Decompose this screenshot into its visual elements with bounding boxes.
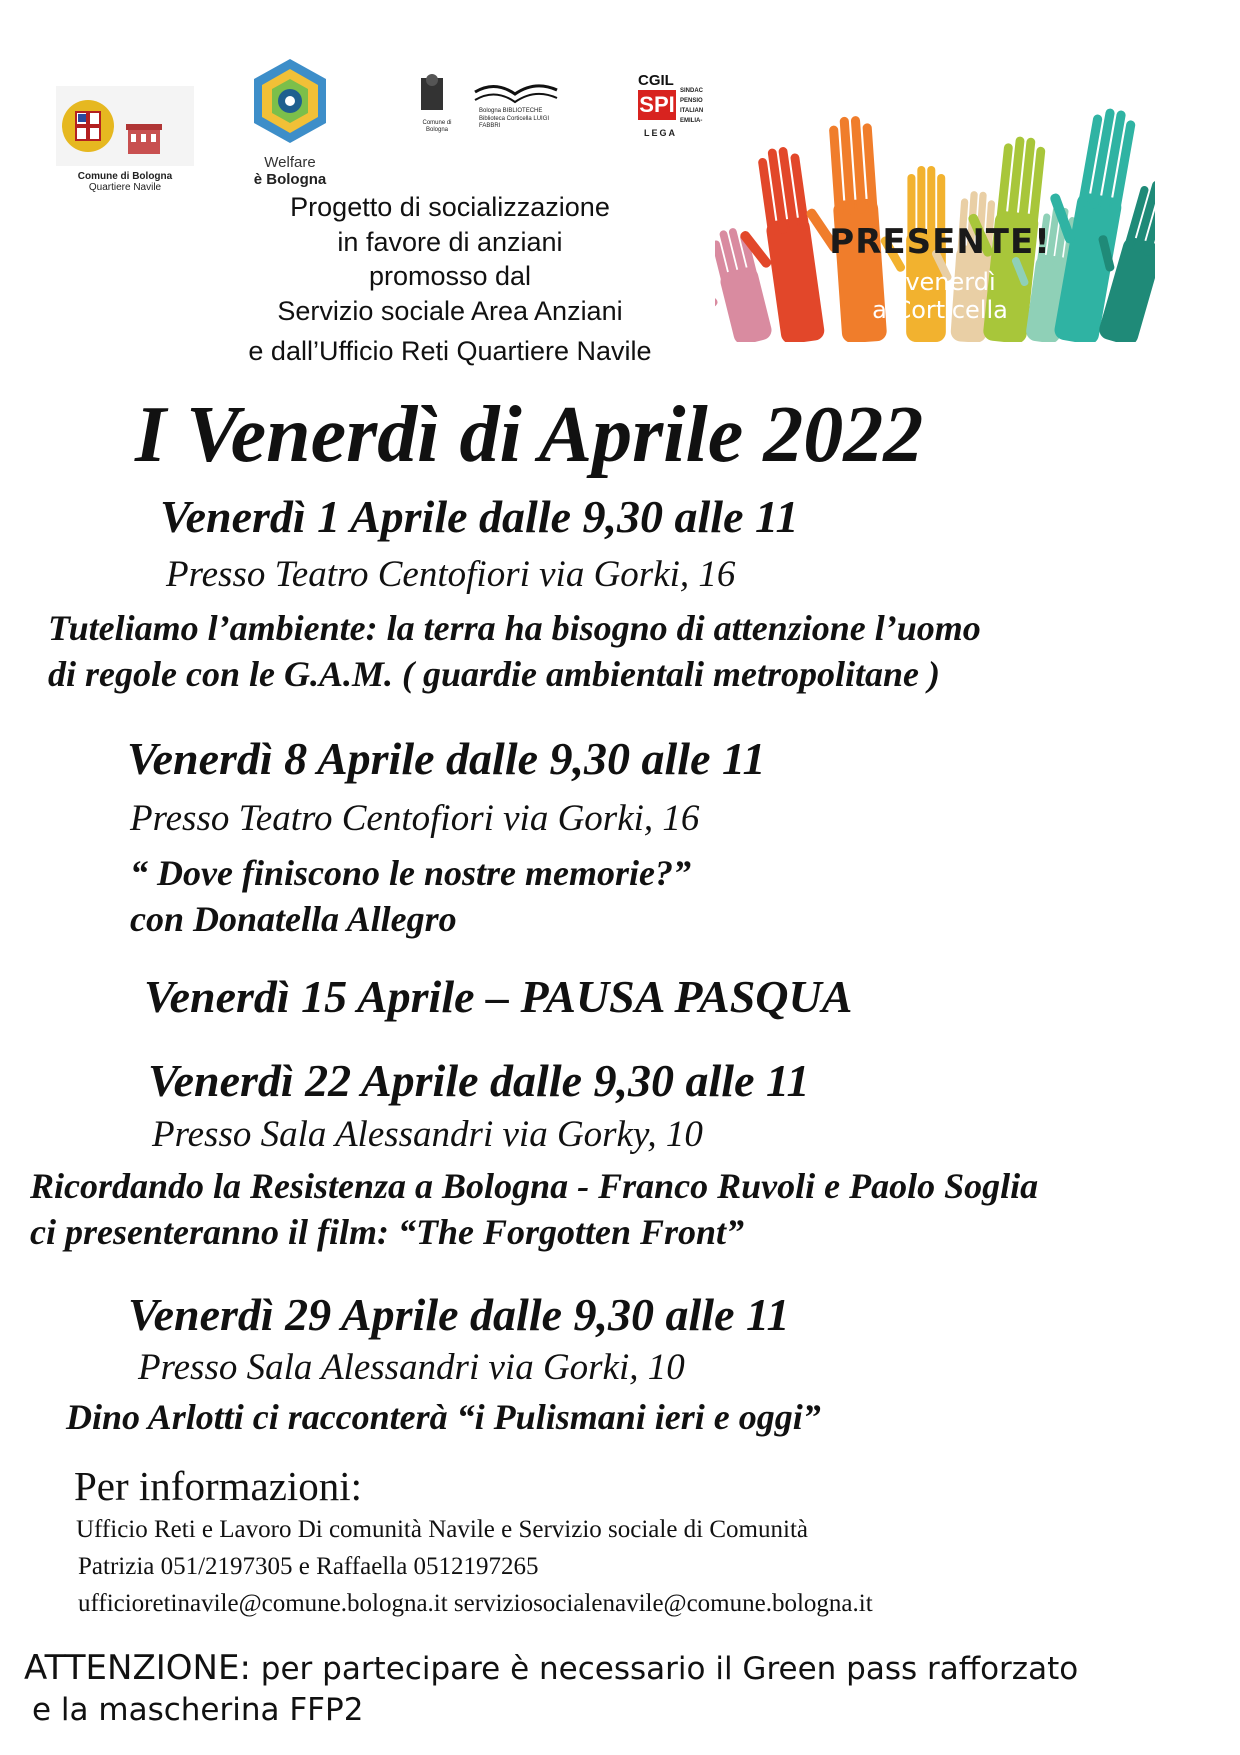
cgil-logo-top: CGIL [638, 72, 674, 89]
warning-line-2: e la mascherina FFP2 [32, 1692, 364, 1728]
cgil-side-3: ITALIAN [680, 108, 704, 114]
event-4-place: Presso Sala Alessandri via Gorky, 10 [152, 1114, 703, 1155]
intro-line-4: Servizio sociale Area Anziani [277, 295, 623, 326]
page-title: I Venerdì di Aprile 2022 [135, 391, 924, 479]
event-2-desc-2: con Donatella Allegro [130, 899, 457, 939]
welfare-hexagon-icon [244, 55, 336, 147]
comune-bologna-logo [56, 86, 194, 194]
intro-line-5: e dall’Ufficio Reti Quartiere Navile [248, 336, 652, 366]
cgil-logo-bottom: LEGA [644, 128, 678, 138]
cgil-side-1: SINDAC [680, 88, 704, 94]
intro-line-1: Progetto di socializzazione [290, 192, 610, 222]
cgil-logo-spi: SPI [638, 90, 676, 120]
comune-logo-line1: Comune di Bologna [77, 171, 173, 182]
coat-of-arms-icon [56, 86, 194, 166]
info-heading: Per informazioni: [74, 1463, 363, 1509]
event-1-heading: Venerdì 1 Aprile dalle 9,30 alle 11 [160, 491, 799, 542]
intro-line-2: in favore di anziani [337, 226, 563, 257]
biblioteca-logo [415, 72, 565, 132]
event-3-heading: Venerdì 15 Aprile – PAUSA PASQUA [144, 971, 853, 1022]
warning-label: ATTENZIONE: [24, 1648, 251, 1688]
badge-line2: a Corticella [872, 296, 1008, 324]
cgil-side-4: EMILIA- [680, 118, 703, 124]
badge-title: PRESENTE! [829, 222, 1051, 262]
event-4-desc-2: ci presenteranno il film: “The Forgotten Front” [30, 1212, 745, 1252]
intro-block [160, 190, 740, 369]
welfare-logo-line1: Welfare [264, 154, 316, 171]
presente-badge [715, 92, 1155, 342]
event-5-heading: Venerdì 29 Aprile dalle 9,30 alle 11 [128, 1289, 790, 1340]
info-line-3: ufficioretinavile@comune.bologna.it serviziosocialenavile@comune.bologna.it [78, 1590, 873, 1617]
info-line-1: Ufficio Reti e Lavoro Di comunità Navile e Servizio sociale di Comunità [76, 1516, 808, 1543]
comune-logo-line2: Quartiere Navile [88, 182, 162, 193]
welfare-logo [244, 55, 336, 188]
biblioteca-logo-line2: Bologna BIBLIOTECHE [479, 108, 543, 114]
intro-line-3: promosso dal [368, 261, 532, 291]
info-line-2: Patrizia 051/2197305 e Raffaella 0512197265 [78, 1553, 539, 1580]
cgil-side-2: PENSIO [680, 98, 703, 104]
event-5-place: Presso Sala Alessandri via Gorki, 10 [138, 1347, 685, 1388]
biblioteca-logo-line1: Comune di Bologna [422, 120, 452, 133]
event-2-heading: Venerdì 8 Aprile dalle 9,30 alle 11 [127, 733, 766, 784]
biblioteca-logo-line3: Biblioteca Corticella LUIGI FABBRI [479, 116, 550, 129]
event-2-place: Presso Teatro Centofiori via Gorki, 16 [130, 798, 700, 839]
event-4-desc-1: Ricordando la Resistenza a Bologna - Franco Ruvoli e Paolo Soglia [30, 1166, 1039, 1206]
badge-line1: il venerdì [884, 268, 996, 296]
event-5-desc-1: Dino Arlotti ci racconterà “i Pulismani ieri e oggi” [66, 1397, 821, 1437]
warning-text-1: per partecipare è necessario il Green pass rafforzato [250, 1651, 1079, 1687]
event-1-place: Presso Teatro Centofiori via Gorki, 16 [166, 554, 736, 595]
warning-line-1 [24, 1648, 1078, 1688]
event-4-heading: Venerdì 22 Aprile dalle 9,30 alle 11 [148, 1055, 810, 1106]
event-1-desc-1: Tuteliamo l’ambiente: la terra ha bisogno di attenzione l’uomo [48, 608, 981, 648]
event-1-desc-2: di regole con le G.A.M. ( guardie ambientali metropolitane ) [48, 654, 940, 694]
welfare-logo-line2: è Bologna [253, 171, 327, 188]
event-2-desc-1: “ Dove finiscono le nostre memorie?” [130, 853, 691, 893]
